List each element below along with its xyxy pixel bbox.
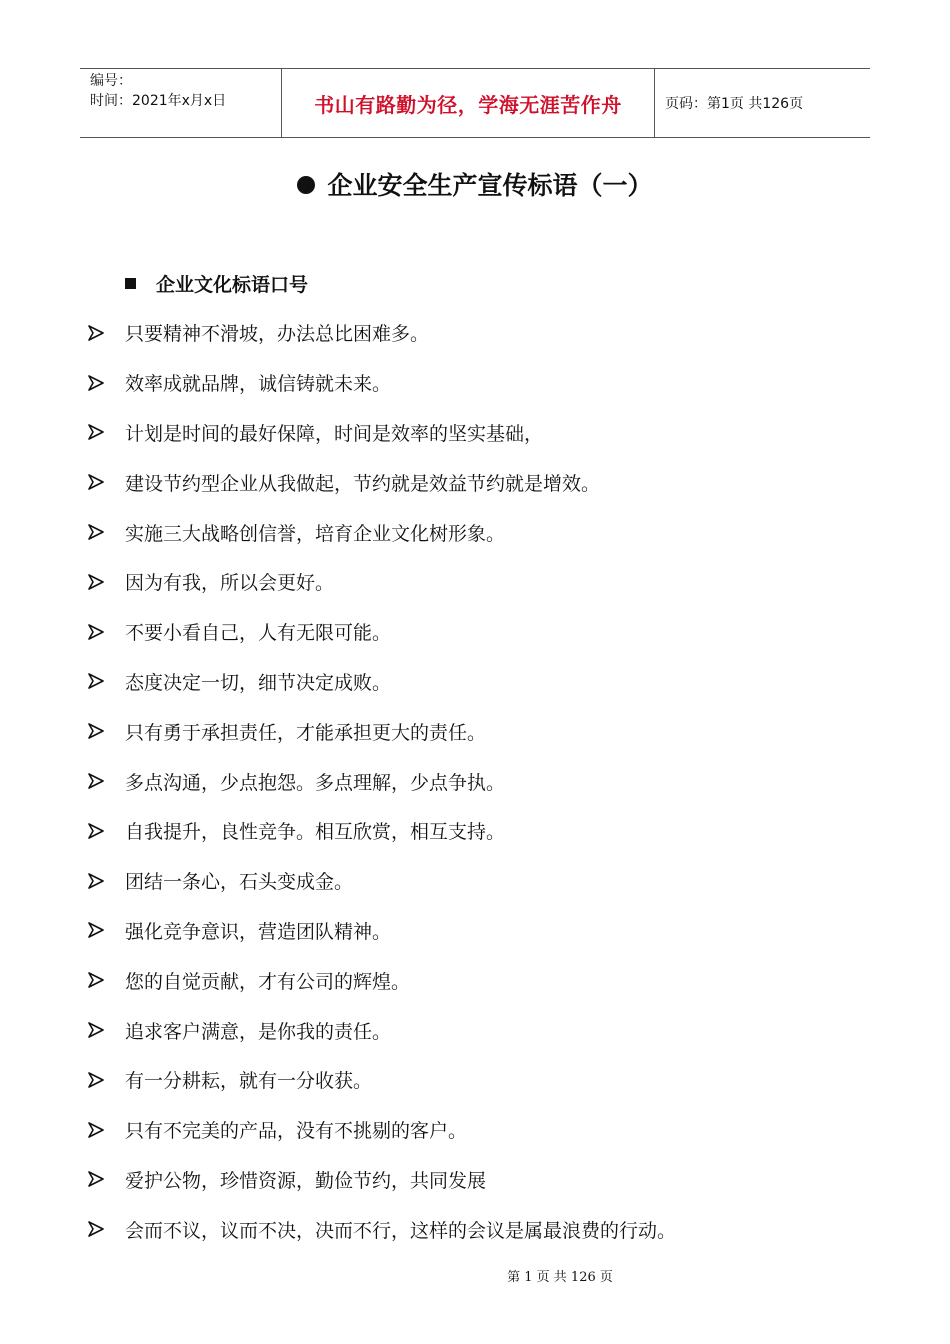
list-item bbox=[88, 308, 868, 358]
list-item bbox=[88, 607, 868, 657]
arrowhead-icon bbox=[88, 325, 125, 341]
list-item bbox=[88, 1005, 868, 1055]
list-item bbox=[88, 906, 868, 956]
arrowhead-icon bbox=[88, 1171, 125, 1187]
arrowhead-icon bbox=[88, 723, 125, 739]
list-item bbox=[88, 507, 868, 557]
arrowhead-icon bbox=[88, 474, 125, 490]
slogan-text: 建设节约型企业从我做起，节约就是效益节约就是增效。 bbox=[125, 472, 601, 495]
slogan-text: 计划是时间的最好保障，时间是效率的坚实基础， bbox=[125, 422, 544, 445]
slogan-text: 只有勇于承担责任，才能承担更大的责任。 bbox=[125, 721, 487, 744]
slogan-text: 只要精神不滑坡，办法总比困难多。 bbox=[125, 323, 430, 346]
list-item bbox=[88, 955, 868, 1005]
slogan-text: 您的自觉贡献，才有公司的辉煌。 bbox=[125, 970, 411, 993]
list-item bbox=[88, 1204, 868, 1254]
page-title bbox=[0, 166, 950, 202]
slogan-text: 效率成就品牌，诚信铸就未来。 bbox=[125, 373, 392, 396]
list-item bbox=[88, 1155, 868, 1205]
list-item bbox=[88, 1105, 868, 1155]
slogan-list bbox=[88, 308, 868, 1254]
slogan-text: 多点沟通，少点抱怨。多点理解，少点争执。 bbox=[125, 771, 506, 794]
arrowhead-icon bbox=[88, 972, 125, 988]
slogan-text: 不要小看自己，人有无限可能。 bbox=[125, 622, 392, 645]
list-item bbox=[88, 856, 868, 906]
slogan-text: 追求客户满意，是你我的责任。 bbox=[125, 1020, 392, 1043]
list-item bbox=[88, 657, 868, 707]
list-item bbox=[88, 408, 868, 458]
slogan-text: 实施三大战略创信誉，培育企业文化树形象。 bbox=[125, 522, 506, 545]
arrowhead-icon bbox=[88, 773, 125, 789]
slogan-text: 会而不议，议而不决，决而不行，这样的会议是属最浪费的行动。 bbox=[125, 1219, 677, 1242]
header-motto-cell bbox=[282, 69, 655, 137]
slogan-text: 强化竞争意识，营造团队精神。 bbox=[125, 920, 392, 943]
slogan-text: 自我提升，良性竞争。相互欣赏，相互支持。 bbox=[125, 821, 506, 844]
filled-circle-icon bbox=[297, 176, 315, 194]
section-heading bbox=[125, 270, 308, 297]
arrowhead-icon bbox=[88, 375, 125, 391]
list-item bbox=[88, 806, 868, 856]
serial-label: 编号： bbox=[90, 73, 132, 89]
list-item bbox=[88, 358, 868, 408]
slogan-text: 因为有我，所以会更好。 bbox=[125, 572, 335, 595]
arrowhead-icon bbox=[88, 424, 125, 440]
slogan-text: 有一分耕耘，就有一分收获。 bbox=[125, 1070, 373, 1093]
arrowhead-icon bbox=[88, 922, 125, 938]
arrowhead-icon bbox=[88, 574, 125, 590]
arrowhead-icon bbox=[88, 1122, 125, 1138]
arrowhead-icon bbox=[88, 873, 125, 889]
slogan-text: 团结一条心，石头变成金。 bbox=[125, 871, 354, 894]
header-table bbox=[80, 68, 870, 138]
header-info-cell bbox=[80, 69, 282, 137]
section-title-text: 企业文化标语口号 bbox=[156, 274, 309, 296]
list-item bbox=[88, 457, 868, 507]
list-item bbox=[88, 706, 868, 756]
slogan-text: 态度决定一切，细节决定成败。 bbox=[125, 671, 392, 694]
list-item bbox=[88, 1055, 868, 1105]
slogan-text: 爱护公物，珍惜资源，勤俭节约，共同发展 bbox=[125, 1169, 487, 1192]
list-item bbox=[88, 756, 868, 806]
header-page-cell bbox=[655, 69, 870, 137]
slogan-text: 只有不完美的产品，没有不挑剔的客户。 bbox=[125, 1120, 468, 1143]
page-info: 页码：第1页 共126页 bbox=[665, 96, 804, 112]
time-line: 时间：2021年x月x日 bbox=[90, 93, 227, 109]
arrowhead-icon bbox=[88, 1221, 125, 1237]
filled-square-icon bbox=[125, 278, 136, 289]
arrowhead-icon bbox=[88, 1022, 125, 1038]
list-item bbox=[88, 557, 868, 607]
arrowhead-icon bbox=[88, 823, 125, 839]
arrowhead-icon bbox=[88, 524, 125, 540]
motto-text: 书山有路勤为径，学海无涯苦作舟 bbox=[314, 92, 622, 117]
page-footer: 第 1 页 共 126 页 bbox=[507, 1270, 613, 1285]
arrowhead-icon bbox=[88, 624, 125, 640]
arrowhead-icon bbox=[88, 673, 125, 689]
page-title-text: 企业安全生产宣传标语（一） bbox=[327, 171, 653, 200]
arrowhead-icon bbox=[88, 1072, 125, 1088]
